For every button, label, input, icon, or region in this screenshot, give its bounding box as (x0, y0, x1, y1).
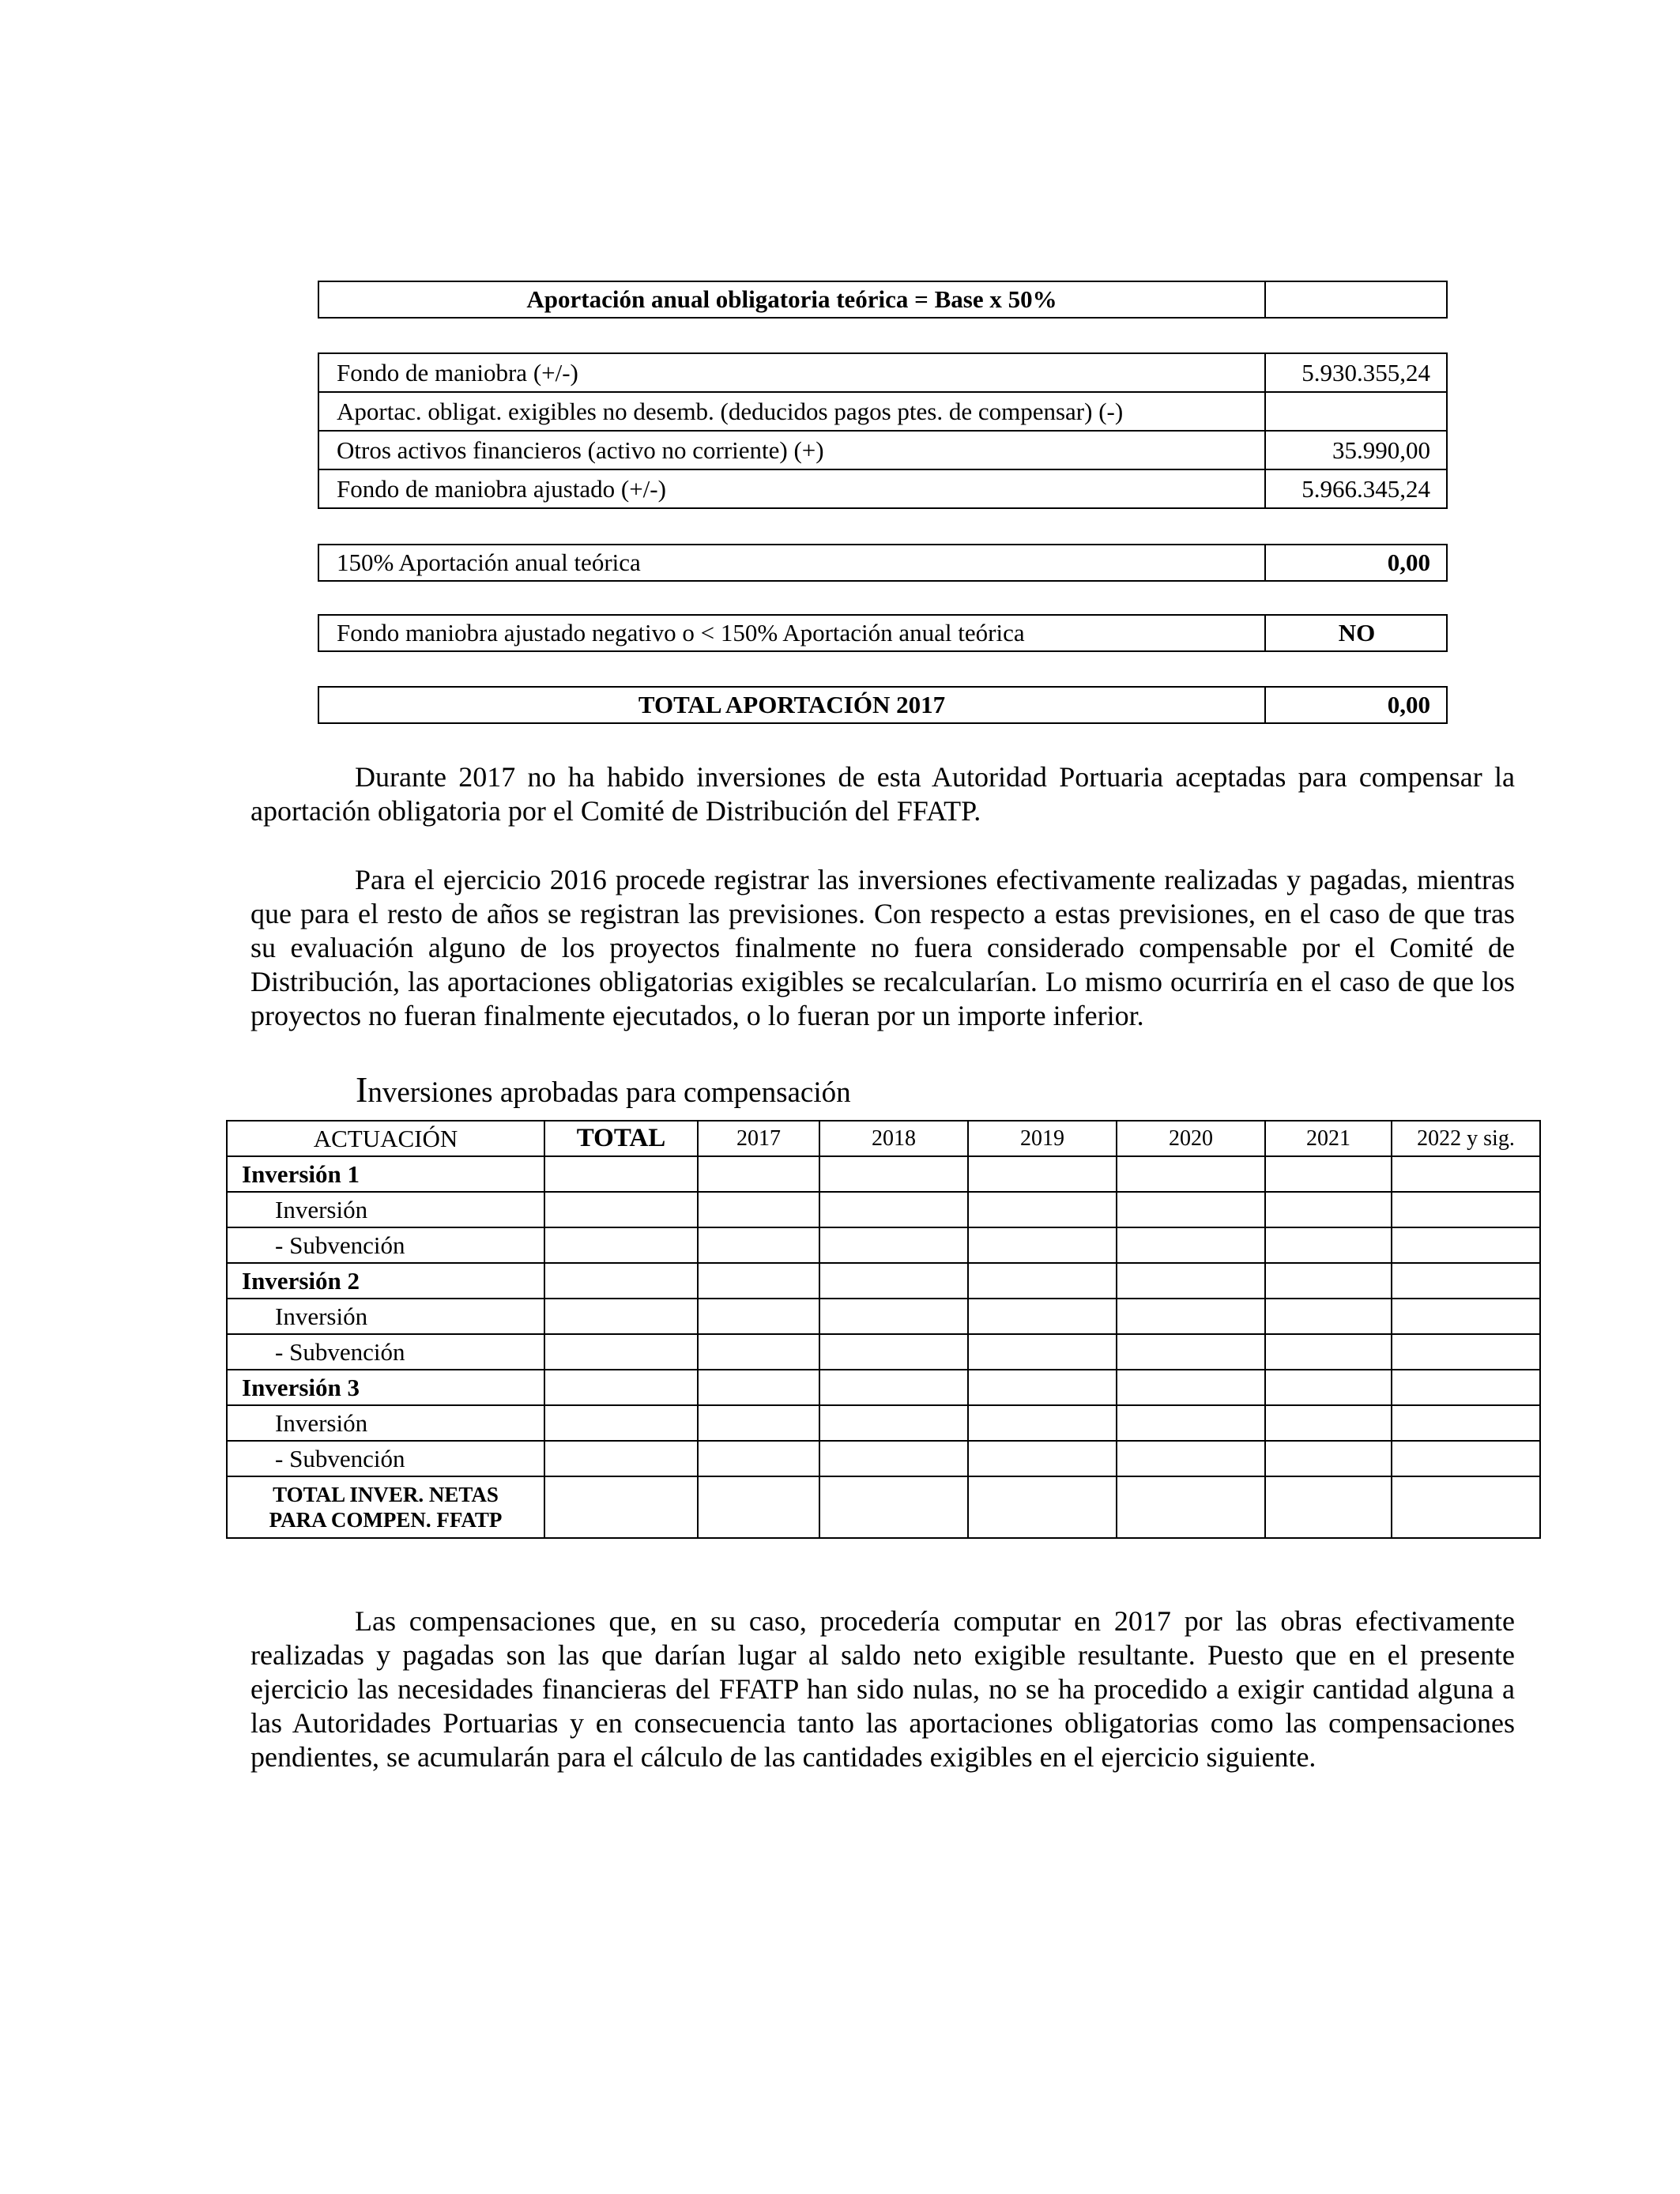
header-actuacion: ACTUACIÓN (227, 1121, 544, 1156)
paragraph-2: Para el ejercicio 2016 procede registrar las inversiones efectivamente realizadas y pagadas, mientras que para el resto de años se registran las previsiones. Con respecto a estas previsiones, en el caso de que tras su evaluación alguno de los proyectos finalmente no fuera considerado compensable por el Comité de Distribución, las aportaciones obligatorias exigibles se recalcularían. Lo mismo ocurriría en el caso de que los proyectos no fueran finalmente ejecutados, o lo fueran por un importe inferior. (250, 864, 1515, 1031)
inversiones-table (226, 1120, 1541, 1539)
fondo-row-value: 5.930.355,24 (1265, 353, 1447, 392)
table-row (227, 1299, 1540, 1334)
header-2017: 2017 (698, 1121, 819, 1156)
table-row (227, 1334, 1540, 1370)
negativo-label: Fondo maniobra ajustado negativo o < 150% Aportación anual teórica (318, 615, 1265, 651)
header-2020: 2020 (1117, 1121, 1265, 1156)
table-row (227, 1227, 1540, 1263)
fondo-maniobra-table (318, 352, 1448, 509)
table-row (227, 1263, 1540, 1299)
header-box-value (1265, 281, 1447, 318)
header-box (318, 281, 1448, 319)
header-box-label: Aportación anual obligatoria teórica = Base x 50% (318, 281, 1265, 318)
row-label: Inversión 3 (227, 1370, 544, 1405)
header-2022-sig: 2022 y sig. (1392, 1121, 1540, 1156)
negativo-box (318, 614, 1448, 652)
aportacion-150-label: 150% Aportación anual teórica (318, 545, 1265, 581)
table-row (227, 1405, 1540, 1441)
aportacion-150-box (318, 544, 1448, 582)
table-row (227, 1441, 1540, 1476)
row-label: Inversión (227, 1405, 544, 1441)
row-label: - Subvención (227, 1227, 544, 1263)
table-row (318, 392, 1447, 431)
paragraph-3: Las compensaciones que, en su caso, procedería computar en 2017 por las obras efectivamente realizadas y pagadas son las que darían lugar al saldo neto exigible resultante. Puesto que en el presente ejercicio las necesidades financieras del FFATP han sido nulas, no se ha procedido a exigir cantidad alguna a las Autoridades Portuarias y en consecuencia tanto las aportaciones obligatorias como las compensaciones pendientes, se acumularán para el cálculo de las cantidades exigibles en el ejercicio siguiente. (250, 1605, 1515, 1773)
table-row (318, 469, 1447, 508)
inversiones-title-rest: nversiones aprobadas para compensación (367, 1076, 851, 1109)
total-inversiones-label (227, 1476, 544, 1538)
table-row (227, 1370, 1540, 1405)
row-label: Inversión (227, 1192, 544, 1227)
total-aportacion-label: TOTAL APORTACIÓN 2017 (318, 687, 1265, 723)
row-label: Inversión (227, 1299, 544, 1334)
fondo-row-value: 5.966.345,24 (1265, 469, 1447, 508)
header-total: TOTAL (544, 1121, 698, 1156)
row-label: Inversión 1 (227, 1156, 544, 1192)
fondo-row-value (1265, 392, 1447, 431)
row-label: - Subvención (227, 1441, 544, 1476)
table-row (318, 431, 1447, 469)
fondo-row-label: Aportac. obligat. exigibles no desemb. (deducidos pagos ptes. de compensar) (-) (318, 392, 1265, 431)
header-2019: 2019 (968, 1121, 1117, 1156)
inversiones-title-initial: I (356, 1069, 368, 1110)
total-aportacion-value: 0,00 (1265, 687, 1447, 723)
fondo-row-label: Fondo de maniobra ajustado (+/-) (318, 469, 1265, 508)
total-label-line2: PARA COMPEN. FFATP (269, 1508, 503, 1532)
table-header-row (227, 1121, 1540, 1156)
table-row (227, 1156, 1540, 1192)
header-2021: 2021 (1265, 1121, 1392, 1156)
fondo-row-label: Fondo de maniobra (+/-) (318, 353, 1265, 392)
aportacion-150-value: 0,00 (1265, 545, 1447, 581)
table-row (227, 1192, 1540, 1227)
fondo-row-value: 35.990,00 (1265, 431, 1447, 469)
fondo-row-label: Otros activos financieros (activo no corriente) (+) (318, 431, 1265, 469)
total-aportacion-box (318, 686, 1448, 724)
inversiones-title (356, 1069, 851, 1110)
paragraph-1: Durante 2017 no ha habido inversiones de esta Autoridad Portuaria aceptadas para compensar la aportación obligatoria por el Comité de Distribución del FFATP. (250, 761, 1515, 827)
row-label: - Subvención (227, 1334, 544, 1370)
negativo-value: NO (1265, 615, 1447, 651)
table-row (318, 353, 1447, 392)
total-row (227, 1476, 1540, 1538)
row-label: Inversión 2 (227, 1263, 544, 1299)
header-2018: 2018 (819, 1121, 968, 1156)
total-label-line1: TOTAL INVER. NETAS (273, 1483, 499, 1506)
